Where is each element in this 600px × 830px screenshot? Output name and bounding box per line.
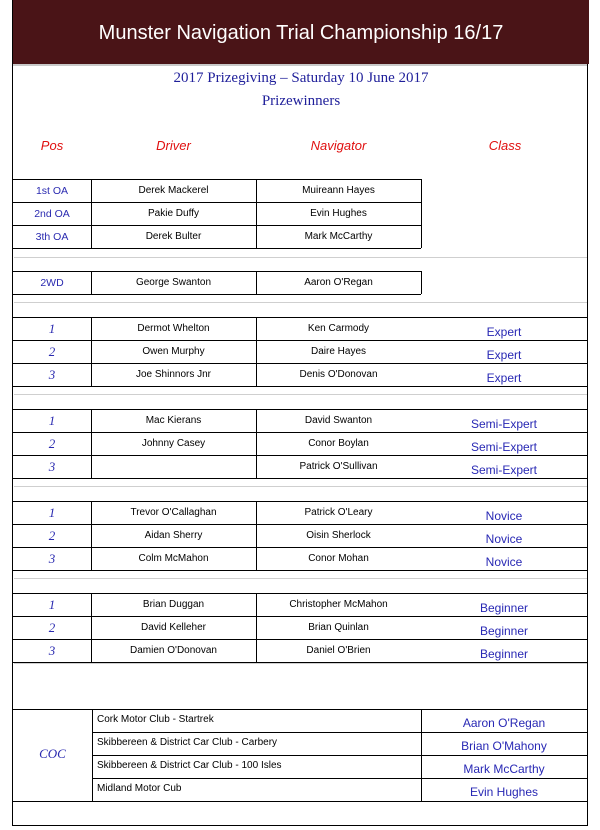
- driver-cell: Aidan Sherry: [144, 530, 203, 541]
- navigator-cell: Brian Quinlan: [308, 622, 369, 633]
- table-rule: [13, 363, 587, 364]
- table-rule: [256, 179, 257, 248]
- position-cell: 2: [48, 528, 56, 543]
- table-rule: [13, 455, 587, 456]
- table-rule: [13, 179, 421, 180]
- navigator-cell: Daire Hayes: [310, 346, 367, 357]
- navigator-cell: Christopher McMahon: [289, 599, 388, 610]
- table-rule: [13, 271, 421, 272]
- table-rule: [91, 501, 92, 570]
- position-cell: 2: [48, 436, 56, 451]
- table-rule: [13, 570, 587, 571]
- table-rule: [13, 294, 421, 295]
- column-header-pos: Pos: [40, 138, 64, 153]
- driver-cell: Mac Kierans: [145, 415, 202, 426]
- navigator-cell: Muireann Hayes: [302, 185, 375, 196]
- position-cell: 3: [48, 367, 56, 382]
- table-rule: [421, 179, 422, 248]
- table-rule: [13, 225, 421, 226]
- table-rule: [92, 709, 93, 801]
- driver-cell: Pakie Duffy: [148, 208, 199, 219]
- position-cell: 2nd OA: [34, 208, 70, 220]
- navigator-cell: David Swanton: [304, 415, 373, 426]
- banner-divider: [13, 64, 587, 66]
- position-cell: 1st OA: [35, 185, 69, 197]
- class-cell: Semi-Expert: [470, 463, 538, 477]
- position-cell: 1: [48, 505, 56, 520]
- position-cell: 3: [48, 459, 56, 474]
- table-rule: [256, 409, 257, 478]
- table-rule: [13, 639, 587, 640]
- table-rule: [13, 593, 587, 594]
- position-cell: 1: [48, 413, 56, 428]
- winner-cell: Mark McCarthy: [463, 762, 545, 776]
- club-cell: Skibbereen & District Car Club - 100 Isles: [97, 760, 282, 771]
- prizewinners-sheet: [12, 0, 588, 826]
- table-rule: [92, 778, 587, 779]
- navigator-cell: Patrick O'Leary: [304, 507, 373, 518]
- navigator-cell: Ken Carmody: [307, 323, 370, 334]
- coc-label: COC: [39, 746, 66, 761]
- driver-cell: Owen Murphy: [142, 346, 205, 357]
- club-cell: Midland Motor Cub: [97, 783, 182, 794]
- driver-cell: Colm McMahon: [138, 553, 209, 564]
- class-cell: Novice: [485, 532, 523, 546]
- table-rule: [13, 248, 421, 249]
- class-cell: Semi-Expert: [470, 440, 538, 454]
- table-rule: [421, 709, 422, 801]
- table-rule: [91, 317, 92, 386]
- driver-cell: Derek Bulter: [145, 231, 202, 242]
- driver-cell: Derek Mackerel: [138, 185, 209, 196]
- position-cell: 2: [48, 344, 56, 359]
- position-cell: 1: [48, 321, 56, 336]
- row-separator: [14, 578, 587, 579]
- table-rule: [91, 271, 92, 294]
- navigator-cell: Conor Mohan: [308, 553, 369, 564]
- row-separator: [14, 302, 587, 303]
- driver-cell: Brian Duggan: [142, 599, 205, 610]
- table-rule: [13, 340, 587, 341]
- position-cell: 3: [48, 551, 56, 566]
- section-heading: Prizewinners: [261, 93, 341, 109]
- winner-cell: Aaron O'Regan: [462, 716, 546, 730]
- winner-cell: Brian O'Mahony: [461, 739, 547, 753]
- column-header-driver: Driver: [156, 138, 191, 153]
- row-separator: [14, 257, 587, 258]
- table-rule: [13, 501, 587, 502]
- event-subtitle: 2017 Prizegiving – Saturday 10 June 2017: [173, 70, 429, 86]
- class-cell: Beginner: [479, 601, 529, 615]
- position-cell: 3: [48, 643, 56, 658]
- class-cell: Beginner: [479, 647, 529, 661]
- driver-cell: Damien O'Donovan: [130, 645, 217, 656]
- driver-cell: Trevor O'Callaghan: [130, 507, 217, 518]
- position-cell: 3th OA: [35, 231, 69, 243]
- driver-cell: Dermot Whelton: [137, 323, 210, 334]
- table-rule: [13, 202, 421, 203]
- row-separator: [14, 663, 587, 664]
- driver-cell: David Kelleher: [140, 622, 207, 633]
- table-rule: [91, 409, 92, 478]
- navigator-cell: Denis O'Donovan: [299, 369, 378, 380]
- table-rule: [92, 755, 587, 756]
- page-title: Munster Navigation Trial Championship 16/17: [13, 0, 589, 64]
- driver-cell: George Swanton: [135, 277, 212, 288]
- navigator-cell: Evin Hughes: [310, 208, 367, 219]
- table-rule: [256, 501, 257, 570]
- row-separator: [14, 486, 587, 487]
- table-rule: [13, 662, 587, 663]
- class-cell: Expert: [486, 371, 522, 385]
- table-rule: [92, 732, 587, 733]
- table-rule: [256, 317, 257, 386]
- table-rule: [13, 524, 587, 525]
- column-header-class: Class: [488, 138, 522, 153]
- class-cell: Semi-Expert: [470, 417, 538, 431]
- class-cell: Expert: [486, 348, 522, 362]
- table-rule: [13, 409, 587, 410]
- position-cell: 2WD: [40, 277, 64, 289]
- navigator-cell: Oisin Sherlock: [306, 530, 371, 541]
- position-cell: 1: [48, 597, 56, 612]
- table-rule: [13, 709, 587, 710]
- club-cell: Cork Motor Club - Startrek: [97, 714, 214, 725]
- winner-cell: Evin Hughes: [469, 785, 539, 799]
- table-rule: [421, 271, 422, 294]
- navigator-cell: Conor Boylan: [308, 438, 369, 449]
- table-rule: [13, 386, 587, 387]
- table-rule: [256, 593, 257, 662]
- row-separator: [14, 394, 587, 395]
- table-rule: [13, 432, 587, 433]
- navigator-cell: Patrick O'Sullivan: [299, 461, 378, 472]
- position-cell: 2: [48, 620, 56, 635]
- table-rule: [256, 271, 257, 294]
- table-rule: [13, 547, 587, 548]
- table-rule: [91, 179, 92, 248]
- navigator-cell: Mark McCarthy: [304, 231, 373, 242]
- table-rule: [13, 801, 587, 802]
- table-rule: [13, 317, 587, 318]
- class-cell: Expert: [486, 325, 522, 339]
- class-cell: Novice: [485, 555, 523, 569]
- table-rule: [13, 616, 587, 617]
- navigator-cell: Daniel O'Brien: [306, 645, 371, 656]
- club-cell: Skibbereen & District Car Club - Carbery: [97, 737, 278, 748]
- driver-cell: Johnny Casey: [141, 438, 206, 449]
- class-cell: Beginner: [479, 624, 529, 638]
- table-rule: [91, 593, 92, 662]
- navigator-cell: Aaron O'Regan: [304, 277, 373, 288]
- column-header-navigator: Navigator: [310, 138, 367, 153]
- class-cell: Novice: [485, 509, 523, 523]
- table-rule: [13, 478, 587, 479]
- driver-cell: Joe Shinnors Jnr: [135, 369, 212, 380]
